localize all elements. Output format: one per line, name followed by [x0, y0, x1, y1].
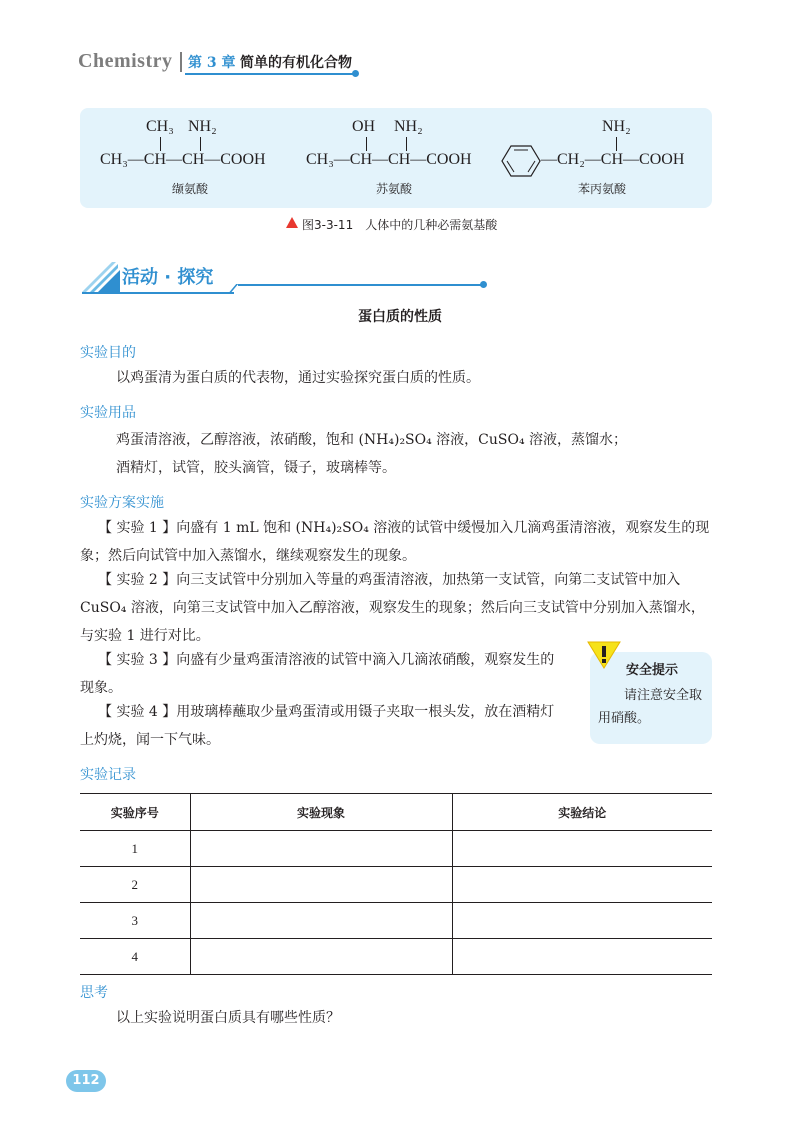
column-header: 实验结论	[452, 794, 712, 831]
think-heading: 思考	[80, 985, 108, 1001]
header-divider	[180, 52, 182, 72]
bond-line	[200, 137, 201, 151]
table-row	[80, 867, 712, 903]
experiment-2: 【 实验 2 】向三支试管中分别加入等量的鸡蛋清溶液，加热第一支试管，向第二支试管中加入 CuSO₄ 溶液，向第三支试管中加入乙醇溶液，观察发生的现象；然后向三支试管中分别加入蒸馏水，与实验 1 进行对比。	[80, 572, 705, 644]
threonine-name: 苏氨酸	[376, 182, 413, 196]
phenylalanine-substituent-nh2: NH₂	[602, 118, 631, 135]
conclusion-cell	[452, 831, 712, 867]
activity-stripes-icon	[82, 262, 120, 292]
caption-marker-icon	[286, 217, 298, 228]
purpose-heading: 实验目的	[80, 345, 136, 361]
experiment-4: 【 实验 4 】用玻璃棒蘸取少量鸡蛋清或用镊子夹取一根头发，放在酒精灯上灼烧，闻一下气味。	[80, 704, 555, 748]
phenylalanine-name: 苯丙氨酸	[578, 182, 627, 196]
phenomenon-cell	[190, 867, 452, 903]
valine-formula: CH₃—CH—CH—COOH	[100, 151, 266, 168]
threonine-formula: CH₃—CH—CH—COOH	[306, 151, 472, 168]
page-number: 112	[66, 1070, 106, 1092]
experiment-number: 1	[80, 831, 190, 867]
phenomenon-cell	[190, 831, 452, 867]
materials-heading: 实验用品	[80, 405, 136, 421]
valine-name: 缬氨酸	[172, 182, 209, 196]
valine-substituent-nh2: NH₂	[188, 118, 217, 135]
table-row	[80, 939, 712, 975]
activity-underline	[238, 284, 482, 286]
experiment-number: 4	[80, 939, 190, 975]
bond-line	[160, 137, 161, 151]
bond-line	[366, 137, 367, 151]
experiment-1: 【 实验 1 】向盛有 1 mL 饱和 (NH₄)₂SO₄ 溶液的试管中缓慢加入几滴鸡蛋清溶液，观察发生的现象；然后向试管中加入蒸馏水，继续观察发生的现象。	[80, 520, 710, 564]
activity-underline	[82, 292, 234, 294]
conclusion-cell	[452, 939, 712, 975]
bond-line	[616, 137, 617, 151]
figure-caption: 图3-3-11 人体中的几种必需氨基酸	[302, 218, 498, 232]
conclusion-cell	[452, 903, 712, 939]
experiment-3: 【 实验 3 】向盛有少量鸡蛋清溶液的试管中滴入几滴浓硝酸，观察发生的现象。	[80, 652, 555, 696]
table-row	[80, 831, 712, 867]
activity-label: 活动 · 探究	[122, 267, 214, 288]
phenylalanine-formula: —CH₂—CH—COOH	[541, 151, 685, 168]
purpose-text: 以鸡蛋清为蛋白质的代表物，通过实验探究蛋白质的性质。	[116, 370, 480, 386]
valine-substituent-ch3: CH₃	[146, 118, 174, 135]
safety-tip-text: 请注意安全取用硝酸。	[598, 688, 703, 726]
procedure-heading: 实验方案实施	[80, 495, 164, 511]
chapter-number: 第 3 章	[188, 55, 236, 71]
activity-dot	[480, 281, 487, 288]
materials-line-1: 鸡蛋清溶液，乙醇溶液，浓硝酸，饱和 (NH₄)₂SO₄ 溶液，CuSO₄ 溶液，蒸馏水；	[116, 432, 628, 448]
warning-icon	[586, 640, 622, 670]
record-table	[80, 793, 712, 975]
chapter-title: 简单的有机化合物	[240, 55, 352, 71]
safety-tip-title: 安全提示	[626, 663, 679, 678]
threonine-substituent-oh: OH	[352, 118, 376, 135]
column-header: 实验现象	[190, 794, 452, 831]
threonine-substituent-nh2: NH₂	[394, 118, 423, 135]
subject-title: Chemistry	[78, 50, 173, 72]
phenomenon-cell	[190, 903, 452, 939]
experiment-number: 2	[80, 867, 190, 903]
materials-line-2: 酒精灯，试管，胶头滴管，镊子，玻璃棒等。	[116, 460, 396, 476]
think-text: 以上实验说明蛋白质具有哪些性质？	[116, 1010, 340, 1026]
conclusion-cell	[452, 867, 712, 903]
table-row	[80, 903, 712, 939]
column-header: 实验序号	[80, 794, 190, 831]
bond-line	[406, 137, 407, 151]
activity-title: 蛋白质的性质	[358, 309, 442, 325]
experiment-number: 3	[80, 903, 190, 939]
benzene-ring-icon	[500, 144, 542, 178]
header-dot	[352, 70, 359, 77]
record-heading: 实验记录	[80, 767, 136, 783]
header-underline	[185, 73, 353, 75]
table-header-row	[80, 794, 712, 831]
phenomenon-cell	[190, 939, 452, 975]
